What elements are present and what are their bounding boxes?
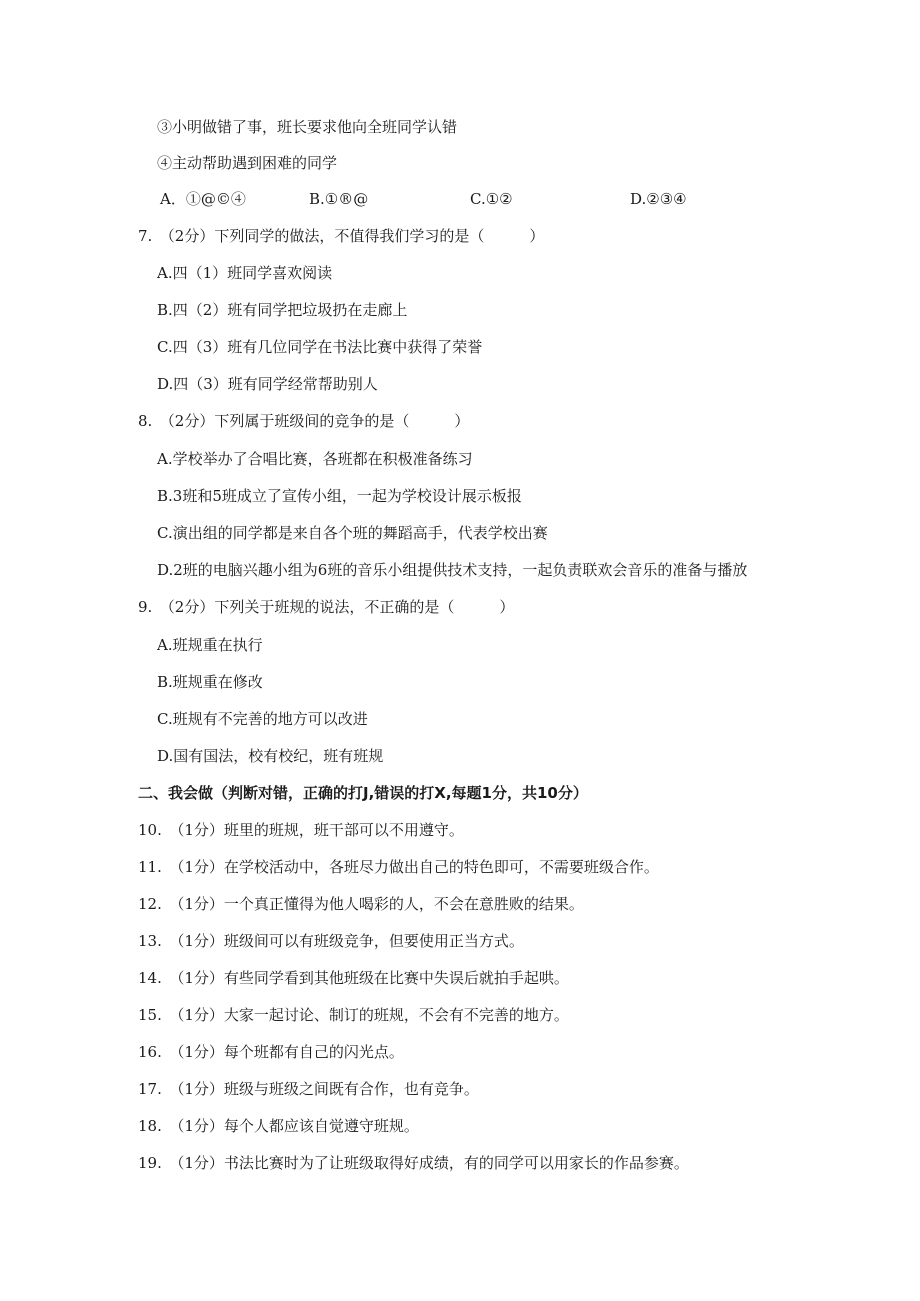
judge-item-13: 13. （1分）班级间可以有班级竞争，但要使用正当方式。: [138, 932, 524, 950]
carryover-item-4: ④主动帮助遇到困难的同学: [157, 154, 338, 172]
question-8-stem: 8. （2分）下列属于班级间的竞争的是（ ）: [138, 412, 470, 430]
carryover-item-3: ③小明做错了事，班长要求他向全班同学认错: [157, 118, 458, 136]
judge-item-12: 12. （1分）一个真正懂得为他人喝彩的人，不会在意胜败的结果。: [138, 895, 584, 913]
question-7-option-a: A.四（1）班同学喜欢阅读: [157, 264, 333, 282]
question-9-option-c: C.班规有不完善的地方可以改进: [157, 710, 368, 728]
question-9-stem: 9. （2分）下列关于班规的说法，不正确的是（ ）: [138, 598, 515, 616]
question-7-option-d: D.四（3）班有同学经常帮助别人: [157, 375, 378, 393]
question-8-option-b: B.3班和5班成立了宣传小组，一起为学校设计展示板报: [157, 487, 522, 505]
question-7-stem: 7. （2分）下列同学的做法，不值得我们学习的是（ ）: [138, 227, 545, 245]
section-2-heading: 二、我会做（判断对错，正确的打J,错误的打X,每题1分，共10分）: [138, 784, 588, 802]
judge-item-19: 19. （1分）书法比赛时为了让班级取得好成绩，有的同学可以用家长的作品参赛。: [138, 1154, 689, 1172]
judge-item-15: 15. （1分）大家一起讨论、制订的班规，不会有不完善的地方。: [138, 1006, 569, 1024]
judge-item-10: 10. （1分）班里的班规，班干部可以不用遵守。: [138, 821, 464, 839]
question-7-option-c: C.四（3）班有几位同学在书法比赛中获得了荣誉: [157, 338, 483, 356]
question-9-option-d: D.国有国法，校有校纪，班有班规: [157, 747, 384, 765]
judge-item-18: 18. （1分）每个人都应该自觉遵守班规。: [138, 1117, 419, 1135]
judge-item-14: 14. （1分）有些同学看到其他班级在比赛中失误后就拍手起哄。: [138, 969, 569, 987]
judge-item-16: 16. （1分）每个班都有自己的闪光点。: [138, 1043, 404, 1061]
carryover-option-b: B.①®@: [309, 190, 369, 208]
question-7-option-b: B.四（2）班有同学把垃圾扔在走廊上: [157, 301, 408, 319]
carryover-option-a: A．①@©④: [160, 190, 246, 208]
judge-item-11: 11. （1分）在学校活动中，各班尽力做出自己的特色即可，不需要班级合作。: [138, 858, 659, 876]
question-8-option-c: C.演出组的同学都是来自各个班的舞蹈高手，代表学校出赛: [157, 524, 548, 542]
carryover-option-d: D.②③④: [630, 190, 687, 208]
question-8-option-a: A.学校举办了合唱比赛，各班都在积极准备练习: [157, 450, 473, 468]
question-9-option-b: B.班规重在修改: [157, 673, 263, 691]
judge-item-17: 17. （1分）班级与班级之间既有合作，也有竞争。: [138, 1080, 479, 1098]
question-8-option-d: D.2班的电脑兴趣小组为6班的音乐小组提供技术支持，一起负责联欢会音乐的准备与播放: [157, 561, 748, 579]
question-9-option-a: A.班规重在执行: [157, 636, 263, 654]
carryover-option-c: C.①②: [470, 190, 513, 208]
